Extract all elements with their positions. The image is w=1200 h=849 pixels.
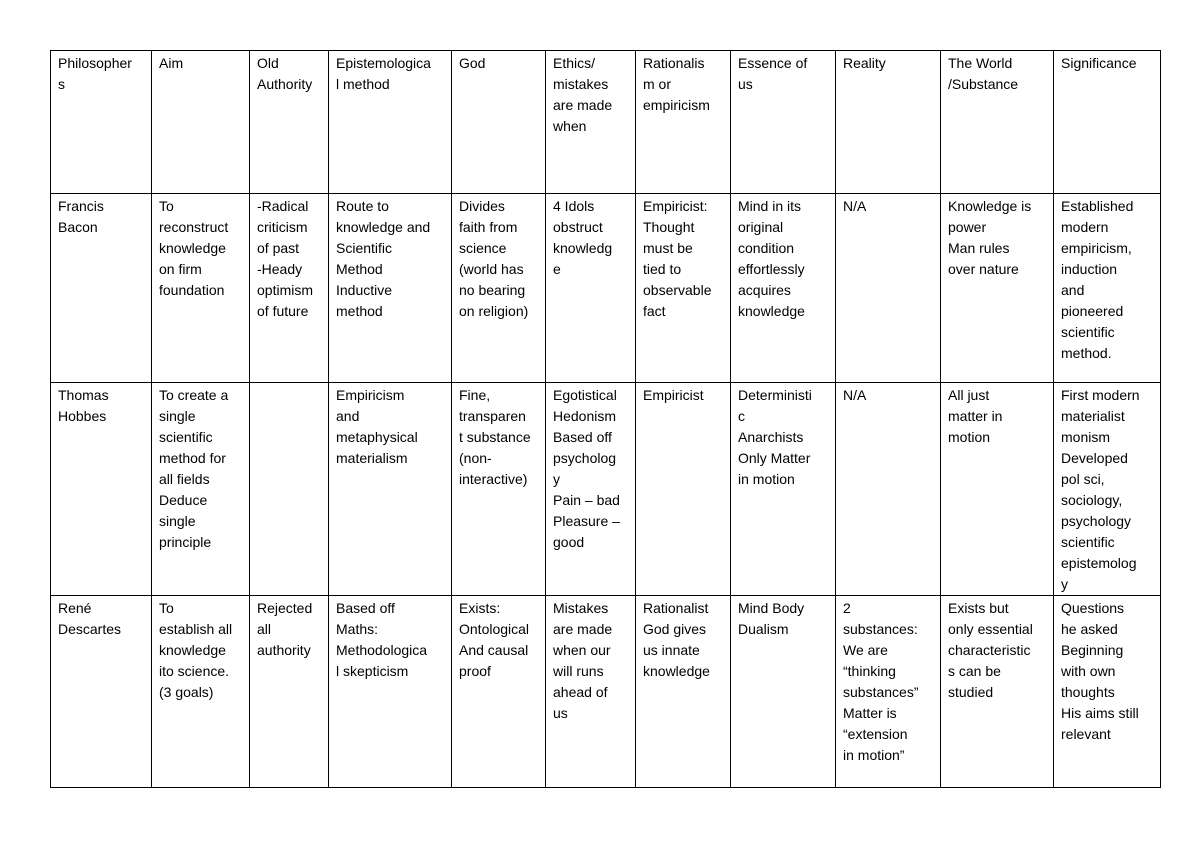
table-cell <box>636 596 731 788</box>
table-cell <box>152 596 250 788</box>
cell-text: Egotistical Hedonism Based off psycholog y Pain – bad Pleasure – good <box>553 387 620 550</box>
cell-text: 2 substances: We are “thinking substances” Matter is “extension in motion” <box>843 600 919 763</box>
cell-text: 4 Idols obstruct knowledg e <box>553 198 613 277</box>
header-label: Rationalis m or empiricism <box>643 55 710 113</box>
header-label: Essence of us <box>738 55 808 92</box>
cell-text: Rationalist God gives us innate knowledge <box>643 600 710 679</box>
table-cell <box>329 194 452 383</box>
table-cell <box>152 383 250 596</box>
cell-text: N/A <box>843 198 867 214</box>
cell-text: First modern materialist monism Developed pol sci, sociology, psychology scientific epistemolog y <box>1061 387 1140 592</box>
header-cell-old-authority <box>250 51 329 194</box>
cell-text: To reconstruct knowledge on firm foundation <box>159 198 229 298</box>
table-cell <box>250 383 329 596</box>
cell-text: Empiricist: Thought must be tied to observable fact <box>643 198 712 319</box>
table-cell <box>731 194 836 383</box>
table-cell <box>941 194 1054 383</box>
table-cell <box>452 194 546 383</box>
philosophers-comparison-table <box>50 50 1161 788</box>
cell-text: Empiricist <box>643 387 704 403</box>
cell-text: Mind in its original condition effortlessly acquires knowledge <box>738 198 805 319</box>
cell-text: To establish all knowledge ito science. (3 goals) <box>159 600 233 700</box>
cell-text: Route to knowledge and Scientific Method Inductive method <box>336 198 431 319</box>
table-cell <box>836 383 941 596</box>
philosopher-name: Thomas Hobbes <box>58 387 109 424</box>
table-row-francis-bacon <box>51 194 1161 383</box>
header-label: Significance <box>1061 55 1137 71</box>
header-cell-ethics <box>546 51 636 194</box>
table-row-rene-descartes <box>51 596 1161 788</box>
header-label: Ethics/ mistakes are made when <box>553 55 613 134</box>
header-cell-significance <box>1054 51 1161 194</box>
cell-text: Rejected all authority <box>257 600 313 658</box>
table-cell <box>250 596 329 788</box>
cell-text: All just matter in motion <box>948 387 1003 445</box>
table-cell <box>452 596 546 788</box>
header-label: Epistemologica l method <box>336 55 431 92</box>
table-cell <box>51 194 152 383</box>
header-cell-essence-of-us <box>731 51 836 194</box>
philosopher-name: René Descartes <box>58 600 122 637</box>
cell-text: N/A <box>843 387 867 403</box>
cell-text: Divides faith from science (world has no bearing on religion) <box>459 198 529 319</box>
table-cell <box>546 194 636 383</box>
cell-text: Knowledge is power Man rules over nature <box>948 198 1032 277</box>
table-cell <box>152 194 250 383</box>
table-cell <box>731 596 836 788</box>
table-cell <box>1054 194 1161 383</box>
table-cell <box>941 383 1054 596</box>
table-cell <box>636 194 731 383</box>
table-cell <box>250 194 329 383</box>
table-cell <box>836 596 941 788</box>
header-label: Old Authority <box>257 55 313 92</box>
header-cell-rationalism-empiricism <box>636 51 731 194</box>
cell-text: Exists but only essential characteristic s can be studied <box>948 600 1033 700</box>
header-cell-philosophers <box>51 51 152 194</box>
cell-text: Mistakes are made when our will runs ahead of us <box>553 600 613 721</box>
cell-text: Fine, transparen t substance (non- interactive) <box>459 387 531 487</box>
header-row <box>51 51 1161 194</box>
cell-text: Empiricism and metaphysical materialism <box>336 387 418 466</box>
header-label: Philosopher s <box>58 55 132 92</box>
table-cell <box>1054 596 1161 788</box>
table-cell <box>329 596 452 788</box>
table-cell <box>329 383 452 596</box>
header-cell-aim <box>152 51 250 194</box>
cell-text: Questions he asked Beginning with own thoughts His aims still relevant <box>1061 600 1139 742</box>
header-label: The World /Substance <box>948 55 1019 92</box>
table-row-thomas-hobbes <box>51 383 1161 596</box>
cell-text: Mind Body Dualism <box>738 600 805 637</box>
table-cell <box>636 383 731 596</box>
cell-text: Deterministi c Anarchists Only Matter in motion <box>738 387 812 487</box>
table-cell <box>546 383 636 596</box>
header-cell-epistemological-method <box>329 51 452 194</box>
table-cell <box>836 194 941 383</box>
cell-text: Exists: Ontological And causal proof <box>459 600 530 679</box>
table-cell <box>941 596 1054 788</box>
header-cell-god <box>452 51 546 194</box>
header-label: Aim <box>159 55 184 71</box>
header-cell-reality <box>836 51 941 194</box>
cell-text: To create a single scientific method for all fields Deduce single principle <box>159 387 229 550</box>
header-label: Reality <box>843 55 886 71</box>
header-label: God <box>459 55 486 71</box>
header-cell-world-substance <box>941 51 1054 194</box>
table-cell <box>51 596 152 788</box>
table-cell <box>1054 383 1161 596</box>
table-cell <box>731 383 836 596</box>
table-cell <box>546 596 636 788</box>
cell-text: Based off Maths: Methodologica l skepticism <box>336 600 428 679</box>
philosopher-name: Francis Bacon <box>58 198 104 235</box>
table-cell <box>452 383 546 596</box>
table-cell <box>51 383 152 596</box>
cell-text: Established modern empiricism, induction and pioneered scientific method. <box>1061 198 1134 361</box>
cell-text: -Radical criticism of past -Heady optimism of future <box>257 198 314 319</box>
